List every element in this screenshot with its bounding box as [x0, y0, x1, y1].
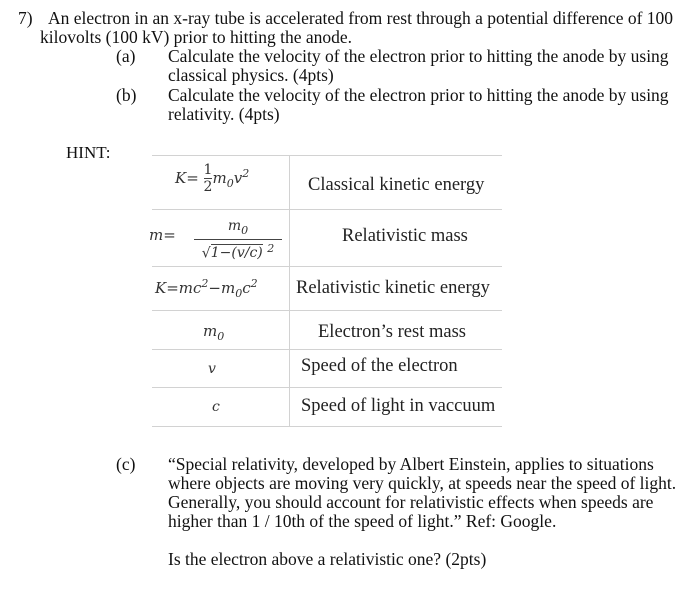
question-number: 7) [18, 8, 33, 28]
row-description: Relativistic mass [342, 226, 468, 246]
classical-kinetic-energy-formula: K= $\frac{1}{2}$ $m_0v^2$ [175, 162, 250, 195]
question-intro-line2: kilovolts (100 kV) prior to hitting the anode. [40, 27, 353, 47]
part-c-line: higher than 1 / 10th of the speed of light.” Ref: Google. [168, 511, 557, 531]
table-rule [152, 266, 502, 267]
row-description: Speed of light in vaccuum [301, 396, 496, 416]
question-intro-line1: An electron in an x-ray tube is accelerated from rest through a potential difference of 100 [48, 8, 674, 28]
part-b-line1: Calculate the velocity of the electron prior to hitting the anode by using [168, 85, 669, 105]
row-description: Electron’s rest mass [318, 322, 466, 342]
part-c-line: “Special relativity, developed by Albert Einstein, applies to situations [168, 454, 654, 474]
table-rule [152, 349, 502, 350]
table-rule [152, 426, 502, 427]
part-c-label: (c) [116, 454, 136, 474]
row-description: Speed of the electron [301, 356, 458, 376]
table-column-divider [289, 155, 290, 426]
light-speed-symbol: c [212, 399, 220, 415]
table-rule [152, 209, 502, 210]
part-a-line2: classical physics. (4pts) [168, 65, 334, 85]
part-b-line2: relativity. (4pts) [168, 104, 280, 124]
part-a-label: (a) [116, 46, 136, 66]
table-rule [152, 155, 502, 156]
table-rule [152, 387, 502, 388]
table-rule [152, 310, 502, 311]
row-description: Relativistic kinetic energy [296, 278, 490, 298]
relativistic-mass-formula-lhs: m= [149, 226, 176, 244]
row-description: Classical kinetic energy [308, 175, 485, 195]
speed-symbol: v [208, 361, 216, 377]
part-c-line: Generally, you should account for relativistic effects when speeds are [168, 492, 654, 512]
rest-mass-symbol: $m_0$ [203, 322, 225, 343]
hint-label: HINT: [66, 143, 111, 162]
part-c-line: where objects are moving very quickly, at speeds near the speed of light. [168, 473, 677, 493]
relativistic-kinetic-energy-formula: $K=mc^2-m_0c^2$ [155, 277, 258, 300]
part-c-question: Is the electron above a relativistic one? (2pts) [168, 549, 487, 569]
part-b-label: (b) [116, 85, 137, 105]
part-a-line1: Calculate the velocity of the electron prior to hitting the anode by using [168, 46, 669, 66]
relativistic-mass-formula: $m_0$ √1−(v/c) $^2$ [190, 218, 286, 261]
